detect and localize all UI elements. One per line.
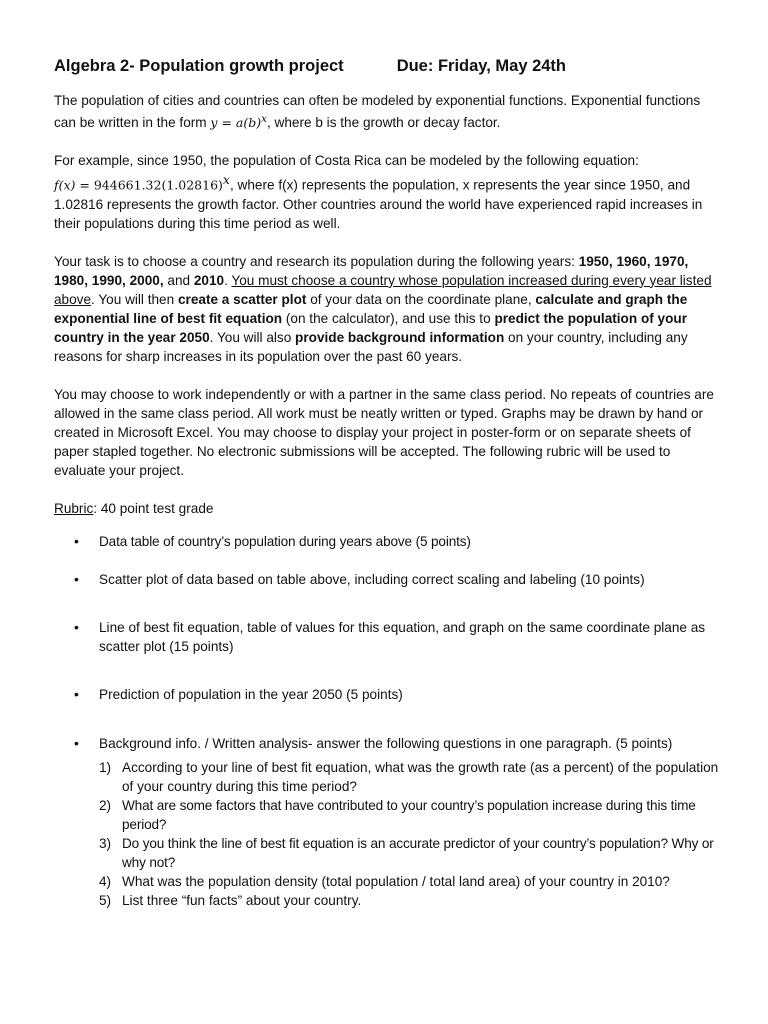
list-item (54, 570, 722, 589)
example-coefficient: 944661.32(1.02816) (93, 177, 223, 193)
bullet-icon: • (74, 734, 79, 751)
question-text: List three “fun facts” about your country. (122, 892, 362, 908)
task-text-2: . (224, 272, 232, 288)
example-lead: For example, since 1950, the population of Costa Rica can be modeled by the following equation: (54, 153, 639, 169)
list-item (54, 532, 722, 551)
bullet-icon: • (74, 685, 79, 702)
intro-text-a: The population of cities and countries can often be modeled by exponential functions. Exponential functions can be written in the form (54, 93, 701, 131)
list-item (99, 796, 722, 834)
question-number: 4) (99, 873, 112, 889)
due-date: Due: Friday, May 24th (396, 57, 567, 75)
document-header (54, 55, 722, 77)
rubric-item-text: Data table of country’s population during years above (5 points) (99, 533, 471, 549)
rubric-list (54, 532, 722, 910)
task-requirement: You must choose a country whose population increased during every year listed above (54, 272, 712, 307)
task-year-2010: 2010 (193, 272, 225, 288)
task-background: provide background information (295, 329, 505, 345)
list-item (54, 734, 722, 910)
task-and: and (163, 272, 194, 288)
question-number: 3) (99, 835, 112, 851)
list-item (99, 891, 722, 910)
list-item (99, 834, 722, 872)
task-text-7: on your country, including any reasons for sharp increases in its population over the past 60 years. (54, 329, 688, 364)
task-paragraph (54, 252, 722, 366)
task-text-6: . You will also (209, 329, 296, 345)
task-scatter: create a scatter plot (177, 291, 307, 307)
list-item (99, 872, 722, 891)
task-text-1: Your task is to choose a country and research its population during the following years: (54, 253, 579, 269)
intro-paragraph (54, 91, 722, 132)
example-exponent: x (222, 172, 230, 188)
rubric-heading (54, 499, 722, 518)
bullet-icon: • (74, 570, 79, 587)
task-text-5: (on the calculator), and use this to (282, 310, 495, 326)
question-text: What are some factors that have contributed to your country’s population increase during this time period? (122, 797, 696, 832)
bullet-icon: • (74, 618, 79, 635)
list-item (99, 758, 722, 796)
example-fx: f(x) = (54, 177, 94, 193)
question-text: Do you think the line of best fit equation is an accurate predictor of your country’s population? Why or why not? (122, 835, 714, 870)
list-item (54, 685, 722, 704)
page-title: Algebra 2- Population growth project (54, 57, 344, 75)
analysis-questions (99, 758, 722, 910)
rubric-item-text: Line of best fit equation, table of values for this equation, and graph on the same coordinate plane as scatter plot (15 points) (99, 619, 706, 654)
task-calc: calculate and graph the exponential line of best fit equation (54, 291, 688, 326)
question-number: 1) (99, 759, 112, 775)
question-number: 2) (99, 797, 112, 813)
rules-paragraph: You may choose to work independently or with a partner in the same class period. No repeats of countries are allowed in the same class period. All work must be neatly written or typed. Graphs may be drawn by hand or created in Microsoft Excel. You may choose to display your project in poster-form or on separate sheets of paper stapled together. No electronic submissions will be accepted. The following rubric will be used to evaluate your project. (54, 386, 714, 478)
example-paragraph (54, 151, 722, 233)
task-years: 1950, 1960, 1970, 1980, 1990, 2000, (54, 253, 689, 288)
question-text: What was the population density (total population / total land area) of your country in 2010? (122, 873, 670, 889)
task-predict: predict the population of your country in the year 2050 (54, 310, 688, 345)
bullet-icon: • (74, 532, 79, 549)
task-text-3: . You will then (91, 291, 178, 307)
formula-exponent: x (261, 113, 267, 125)
rubric-item-text: Prediction of population in the year 2050 (5 points) (99, 686, 403, 702)
question-text: According to your line of best fit equation, what was the growth rate (as a percent) of the population of your country during this time period? (122, 759, 719, 794)
intro-text-b: , where b is the growth or decay factor. (266, 115, 501, 131)
task-text-4: of your data on the coordinate plane, (306, 291, 536, 307)
rubric-label: Rubric (54, 500, 94, 516)
rubric-item-text: Scatter plot of data based on table above, including correct scaling and labeling (10 points) (99, 571, 645, 587)
question-number: 5) (99, 892, 112, 908)
rubric-suffix: : 40 point test grade (93, 500, 214, 516)
exponential-form-formula (210, 115, 267, 130)
document-page (54, 55, 722, 910)
example-rest: , where f(x) represents the population, x represents the year since 1950, and 1.02816 represents the growth factor. Other countries around the world have experienced rapid increases in their populations during this time period as well. (54, 177, 703, 231)
list-item (54, 618, 722, 656)
rubric-item-text: Background info. / Written analysis- answer the following questions in one paragraph. (5 points) (99, 735, 673, 751)
formula-base: y = a(b) (210, 115, 262, 131)
